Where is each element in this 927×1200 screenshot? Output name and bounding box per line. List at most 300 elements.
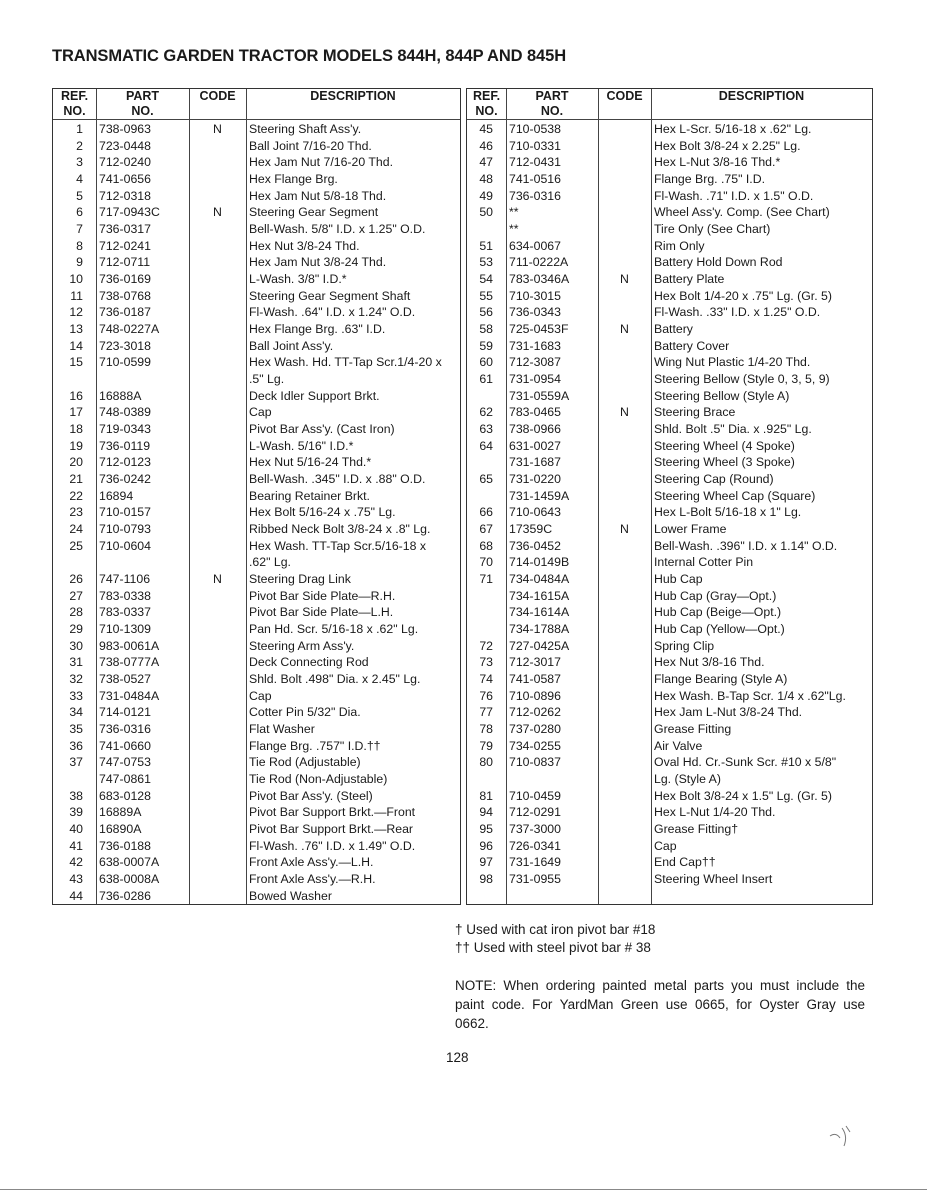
- description: Hex Nut 3/8-16 Thd.: [654, 655, 765, 670]
- ref-number: 35: [69, 722, 83, 737]
- table-row: [467, 521, 872, 538]
- parts-table-left: [52, 88, 461, 905]
- parts-table-right: [466, 88, 873, 905]
- description: Rim Only: [654, 238, 705, 253]
- part-number: 731-0955: [509, 872, 561, 887]
- description: Air Valve: [654, 738, 703, 753]
- description: Ball Joint 7/16-20 Thd.: [249, 138, 372, 153]
- ref-number: 55: [479, 288, 493, 303]
- description: Hex Jam Nut 3/8-24 Thd.: [249, 255, 387, 270]
- ref-number: 12: [69, 305, 83, 320]
- description: Oval Hd. Cr.-Sunk Scr. #10 x 5/8": [654, 755, 837, 770]
- description: Hex L-Bolt 5/16-18 x 1" Lg.: [654, 505, 802, 520]
- ref-number: 26: [69, 572, 83, 587]
- part-number: 738-0777A: [99, 655, 160, 670]
- part-number: 717-0943C: [99, 205, 160, 220]
- description: Bearing Retainer Brkt.: [249, 488, 370, 503]
- table-row: [53, 388, 460, 405]
- part-number: 734-1788A: [509, 622, 570, 637]
- description: Fl-Wash. .71" I.D. x 1.5" O.D.: [654, 188, 814, 203]
- ref-number: 76: [479, 688, 493, 703]
- description: Steering Brace: [654, 405, 736, 420]
- ref-number: 24: [69, 522, 83, 537]
- description: Battery Cover: [654, 338, 730, 353]
- part-number: 736-0316: [509, 188, 561, 203]
- part-number: 710-0331: [509, 138, 561, 153]
- handwritten-mark-icon: [826, 1122, 856, 1152]
- part-number: 710-1309: [99, 622, 151, 637]
- table-row: [467, 188, 872, 205]
- part-number: 736-0188: [99, 838, 151, 853]
- description: Hex Bolt 3/8-24 x 1.5" Lg. (Gr. 5): [654, 788, 832, 803]
- code: N: [620, 272, 629, 287]
- part-number: 726-0341: [509, 838, 561, 853]
- ref-number: 97: [479, 855, 493, 870]
- ref-number: 37: [69, 755, 83, 770]
- ref-number: 39: [69, 805, 83, 820]
- part-number: 712-3017: [509, 655, 561, 670]
- part-number: 741-0587: [509, 672, 561, 687]
- table-row: [53, 621, 460, 638]
- ref-number: 3: [76, 155, 83, 170]
- ref-number: 16: [69, 388, 83, 403]
- table-row: [467, 454, 872, 471]
- ref-header-line: NO.: [475, 104, 498, 118]
- part-number: 725-0453F: [509, 322, 569, 337]
- part-number: 737-0280: [509, 722, 561, 737]
- part-number: 731-1649: [509, 855, 561, 870]
- description: Shld. Bolt .5" Dia. x .925" Lg.: [654, 422, 812, 437]
- table-row: [467, 721, 872, 738]
- part-number: 631-0027: [509, 438, 561, 453]
- table-row-continuation: [53, 371, 460, 388]
- ref-number: 68: [479, 538, 493, 553]
- part-number: 738-0527: [99, 672, 151, 687]
- ref-number: 56: [479, 305, 493, 320]
- table-row: [467, 638, 872, 655]
- ref-number: 17: [69, 405, 83, 420]
- code: N: [620, 405, 629, 420]
- part-number: 737-3000: [509, 822, 561, 837]
- description: Steering Gear Segment Shaft: [249, 288, 411, 303]
- ref-number: 4: [76, 172, 83, 186]
- description: Cotter Pin 5/32" Dia.: [249, 705, 361, 720]
- ref-number: 40: [69, 822, 83, 837]
- description-header-line: DESCRIPTION: [310, 89, 396, 103]
- description: Flange Bearing (Style A): [654, 672, 788, 687]
- part-number: 731-0954: [509, 372, 561, 387]
- description: Deck Idler Support Brkt.: [249, 388, 380, 403]
- footnote-double-dagger: †† Used with steel pivot bar # 38: [455, 940, 651, 955]
- part-number: 710-0604: [99, 538, 151, 553]
- description-continuation: .62" Lg.: [249, 555, 291, 570]
- description: Bell-Wash. 5/8" I.D. x 1.25" O.D.: [249, 222, 426, 237]
- description: Steering Drag Link: [249, 572, 351, 587]
- part-number: 638-0008A: [99, 872, 160, 887]
- description: Flange Brg. .75" I.D.: [654, 172, 765, 186]
- description: Steering Cap (Round): [654, 472, 774, 487]
- table-row: [467, 271, 872, 288]
- table-row: [467, 738, 872, 755]
- ref-number: 74: [479, 672, 493, 687]
- description: Front Axle Ass'y.—R.H.: [249, 872, 376, 887]
- table-row: [467, 504, 872, 521]
- ref-number: 73: [479, 655, 493, 670]
- description: Bell-Wash. .396" I.D. x 1.14" O.D.: [654, 538, 838, 553]
- description: Pivot Bar Ass'y. (Cast Iron): [249, 422, 395, 437]
- ref-number: 94: [479, 805, 493, 820]
- table-row: [53, 304, 460, 321]
- part-number: 16890A: [99, 822, 142, 837]
- description: Hex Wash. TT-Tap Scr.5/16-18 x: [249, 538, 427, 553]
- table-row: [467, 821, 872, 838]
- description: Wing Nut Plastic 1/4-20 Thd.: [654, 355, 811, 370]
- ref-number: 20: [69, 455, 83, 470]
- ref-number: 67: [479, 522, 493, 537]
- description: Ribbed Neck Bolt 3/8-24 x .8" Lg.: [249, 522, 431, 537]
- table-row: [467, 471, 872, 488]
- ref-number: 15: [69, 355, 83, 370]
- table-row: [53, 321, 460, 338]
- ref-number: 28: [69, 605, 83, 620]
- ref-number: 7: [76, 222, 83, 237]
- table-row: [467, 554, 872, 571]
- description: Hex Bolt 3/8-24 x 2.25" Lg.: [654, 138, 801, 153]
- table-row: [467, 488, 872, 505]
- table-row: [53, 654, 460, 671]
- description: Hex Jam Nut 7/16-20 Thd.: [249, 155, 393, 170]
- description: Hex Bolt 5/16-24 x .75" Lg.: [249, 505, 396, 520]
- ref-header-line: NO.: [63, 104, 86, 118]
- description: Ball Joint Ass'y.: [249, 338, 334, 353]
- description: Hex L-Nut 3/8-16 Thd.*: [654, 155, 781, 170]
- description: Hex Flange Brg. .63" I.D.: [249, 322, 386, 337]
- table-row: [53, 471, 460, 488]
- part-number: 17359C: [509, 522, 553, 537]
- description-continuation: Lg. (Style A): [654, 772, 721, 787]
- table-row: [467, 604, 872, 621]
- description: Steering Wheel (3 Spoke): [654, 455, 795, 470]
- part-number: 741-0656: [99, 172, 151, 186]
- part-number: 736-0343: [509, 305, 561, 320]
- part-number: 736-0119: [99, 438, 151, 453]
- ref-number: 72: [479, 638, 493, 653]
- part-number: 748-0389: [99, 405, 151, 420]
- ref-number: 47: [479, 155, 493, 170]
- table-row: [53, 738, 460, 755]
- table-row: [467, 288, 872, 305]
- table-row: [467, 154, 872, 171]
- description: Steering Bellow (Style 0, 3, 5, 9): [654, 372, 830, 387]
- description: Flange Brg. .757" I.D.††: [249, 738, 381, 753]
- ref-number: 36: [69, 738, 83, 753]
- ref-number: 59: [479, 338, 493, 353]
- description: Steering Bellow (Style A): [654, 388, 790, 403]
- table-row: [467, 138, 872, 155]
- ref-number: 98: [479, 872, 493, 887]
- part-number: 741-0660: [99, 738, 151, 753]
- part-number: 738-0963: [99, 122, 151, 136]
- part-number: 727-0425A: [509, 638, 570, 653]
- description: Tire Only (See Chart): [654, 222, 771, 237]
- ref-number: 41: [69, 838, 83, 853]
- description: Front Axle Ass'y.—L.H.: [249, 855, 374, 870]
- part-number: 711-0222A: [509, 255, 569, 270]
- ref-number: 27: [69, 588, 83, 603]
- description: Cap: [654, 838, 677, 853]
- description: Hex L-Nut 1/4-20 Thd.: [654, 805, 776, 820]
- table-row: [467, 354, 872, 371]
- part-number: **: [509, 205, 519, 220]
- table-row: [467, 438, 872, 455]
- part-number: 712-0711: [99, 255, 151, 270]
- part-number: 783-0337: [99, 605, 151, 620]
- part-number: 783-0346A: [509, 272, 570, 287]
- table-row: [53, 688, 460, 705]
- table-row: [467, 321, 872, 338]
- ref-number: 65: [479, 472, 493, 487]
- description: Steering Shaft Ass'y.: [249, 122, 362, 136]
- code-header-line: CODE: [199, 89, 236, 103]
- page-bottom-rule: [0, 1189, 927, 1190]
- part-number: 712-0431: [509, 155, 561, 170]
- description: Bowed Washer: [249, 888, 332, 903]
- table-row: [53, 871, 460, 888]
- description: Internal Cotter Pin: [654, 555, 754, 570]
- part-number: 712-0123: [99, 455, 151, 470]
- description: End Cap††: [654, 855, 716, 870]
- table-row: [53, 521, 460, 538]
- description: Grease Fitting†: [654, 822, 739, 837]
- code: N: [213, 205, 222, 220]
- table-row-continuation: [53, 554, 460, 571]
- ref-number: 48: [479, 172, 493, 186]
- table-row: [467, 838, 872, 855]
- description: Hex Jam L-Nut 3/8-24 Thd.: [654, 705, 803, 720]
- part-number: 710-0896: [509, 688, 561, 703]
- ref-number: 62: [479, 405, 493, 420]
- ref-number: 79: [479, 738, 493, 753]
- part-number: 736-0169: [99, 272, 151, 287]
- description: Fl-Wash. .76" I.D. x 1.49" O.D.: [249, 838, 416, 853]
- ref-number: 30: [69, 638, 83, 653]
- description: Steering Gear Segment: [249, 205, 379, 220]
- ref-number: 64: [479, 438, 493, 453]
- table-row: [467, 304, 872, 321]
- ref-number: 23: [69, 505, 83, 520]
- description: Pivot Bar Side Plate—R.H.: [249, 588, 396, 603]
- description: Pivot Bar Support Brkt.—Rear: [249, 822, 414, 837]
- ref-number: 32: [69, 672, 83, 687]
- ref-number: 61: [479, 372, 493, 387]
- table-row: [467, 588, 872, 605]
- table-row: [53, 588, 460, 605]
- part-number: 710-3015: [509, 288, 561, 303]
- table-row: [467, 121, 872, 138]
- ref-number: 63: [479, 422, 493, 437]
- table-row: [467, 854, 872, 871]
- page-title: TRANSMATIC GARDEN TRACTOR MODELS 844H, 844P AND 845H: [52, 47, 567, 65]
- ref-number: 66: [479, 505, 493, 520]
- description: Bell-Wash. .345" I.D. x .88" O.D.: [249, 472, 426, 487]
- code-header: [189, 89, 246, 104]
- table-row: [53, 271, 460, 288]
- part-number: 16889A: [99, 805, 142, 820]
- code-header: [598, 89, 651, 104]
- description-header: [246, 89, 460, 104]
- part-number: 747-1106: [99, 572, 151, 587]
- part-number: 731-1687: [509, 455, 561, 470]
- table-row: [53, 721, 460, 738]
- table-row: [53, 404, 460, 421]
- part-number: 710-0643: [509, 505, 561, 520]
- table-row: [53, 604, 460, 621]
- table-row: [53, 221, 460, 238]
- table-row: [467, 621, 872, 638]
- description: Lower Frame: [654, 522, 727, 537]
- description: Hex Flange Brg.: [249, 172, 338, 186]
- ref-number: 96: [479, 838, 493, 853]
- part-number: 741-0516: [509, 172, 561, 186]
- ref-number: 29: [69, 622, 83, 637]
- ref-number: 13: [69, 322, 83, 337]
- part-number: **: [509, 222, 519, 237]
- code: N: [213, 122, 222, 136]
- part-number: 731-1683: [509, 338, 561, 353]
- table-row: [53, 254, 460, 271]
- description: Flat Washer: [249, 722, 315, 737]
- part-number: 714-0149B: [509, 555, 570, 570]
- description: Steering Wheel Cap (Square): [654, 488, 816, 503]
- part-number: 734-1614A: [509, 605, 570, 620]
- table-row: [53, 571, 460, 588]
- table-row: [467, 788, 872, 805]
- description: Steering Arm Ass'y.: [249, 638, 355, 653]
- part-number: 731-1459A: [509, 488, 570, 503]
- table-row: [53, 888, 460, 905]
- table-row: [53, 354, 460, 371]
- part-number: 723-0448: [99, 138, 151, 153]
- table-row: [53, 121, 460, 138]
- ref-number: 34: [69, 705, 83, 720]
- part-number: 712-0241: [99, 238, 151, 253]
- table-row: [467, 654, 872, 671]
- ref-number: 58: [479, 322, 493, 337]
- part-number: 712-0240: [99, 155, 151, 170]
- description: Battery Hold Down Rod: [654, 255, 783, 270]
- description: Hex Nut 5/16-24 Thd.*: [249, 455, 372, 470]
- part-number: 710-0793: [99, 522, 151, 537]
- part-number: 734-1615A: [509, 588, 570, 603]
- description-header: [651, 89, 872, 104]
- ref-number: 44: [69, 888, 83, 903]
- table-row: [53, 804, 460, 821]
- table-row: [53, 821, 460, 838]
- table-row: [53, 704, 460, 721]
- ref-number: 9: [76, 255, 83, 270]
- description: Shld. Bolt .498" Dia. x 2.45" Lg.: [249, 672, 421, 687]
- page-number: 128: [446, 1050, 469, 1065]
- part-number: 983-0061A: [99, 638, 160, 653]
- ref-number: 70: [479, 555, 493, 570]
- part-header-line: PART: [535, 89, 569, 103]
- description: Tie Rod (Adjustable): [249, 755, 361, 770]
- description: Cap: [249, 405, 272, 420]
- part-number: 714-0121: [99, 705, 151, 720]
- table-row: [53, 504, 460, 521]
- ref-number: 45: [479, 122, 493, 136]
- part-number: 731-0559A: [509, 388, 570, 403]
- table-row: [53, 671, 460, 688]
- ref-number: 46: [479, 138, 493, 153]
- part-number: 734-0484A: [509, 572, 570, 587]
- part-number: 710-0157: [99, 505, 151, 520]
- part-number: 738-0768: [99, 288, 151, 303]
- ref-number: 8: [76, 238, 83, 253]
- ref-number: 14: [69, 338, 83, 353]
- description: Hex Wash. B-Tap Scr. 1/4 x .62"Lg.: [654, 688, 846, 703]
- part-number: 710-0459: [509, 788, 561, 803]
- table-row: [53, 238, 460, 255]
- table-row: [53, 288, 460, 305]
- part-number: 736-0452: [509, 538, 561, 553]
- part-number: 683-0128: [99, 788, 151, 803]
- description-continuation: .5" Lg.: [249, 372, 285, 387]
- description: Steering Wheel Insert: [654, 872, 773, 887]
- table-row: [467, 254, 872, 271]
- ref-number: 38: [69, 788, 83, 803]
- table-row: [53, 454, 460, 471]
- table-row: [53, 754, 460, 771]
- ref-number: 42: [69, 855, 83, 870]
- ref-number: 22: [69, 488, 83, 503]
- table-row: [53, 788, 460, 805]
- ref-number: 2: [76, 138, 83, 153]
- part-number: 783-0465: [509, 405, 561, 420]
- description: Battery Plate: [654, 272, 725, 287]
- description: Hub Cap: [654, 572, 703, 587]
- table-row: [53, 538, 460, 555]
- description: Hex Bolt 1/4-20 x .75" Lg. (Gr. 5): [654, 288, 832, 303]
- part-number: 736-0242: [99, 472, 151, 487]
- description: L-Wash. 3/8" I.D.*: [249, 272, 347, 287]
- description: Steering Wheel (4 Spoke): [654, 438, 795, 453]
- description: Cap: [249, 688, 272, 703]
- table-row: [467, 754, 872, 771]
- description: Hub Cap (Gray—Opt.): [654, 588, 777, 603]
- description: Fl-Wash. .64" I.D. x 1.24" O.D.: [249, 305, 416, 320]
- table-row: [467, 371, 872, 388]
- description: Hex Wash. Hd. TT-Tap Scr.1/4-20 x: [249, 355, 442, 370]
- description: Pivot Bar Side Plate—L.H.: [249, 605, 394, 620]
- table-row: [467, 704, 872, 721]
- part-number: 783-0338: [99, 588, 151, 603]
- table-row: [53, 638, 460, 655]
- table-row: [467, 338, 872, 355]
- description: Tie Rod (Non-Adjustable): [249, 772, 388, 787]
- ref-number: 53: [479, 255, 493, 270]
- table-row: [467, 204, 872, 221]
- ref-number: 19: [69, 438, 83, 453]
- ref-header-line: REF.: [60, 89, 89, 103]
- paint-code-note: NOTE: When ordering painted metal parts you must include the paint code. For YardMan Green use 0665, for Oyster Gray use 0662.: [455, 978, 865, 1031]
- ref-number: 60: [479, 355, 493, 370]
- ref-number: 50: [479, 205, 493, 220]
- part-number: 736-0317: [99, 222, 151, 237]
- part-number: 16894: [99, 488, 134, 503]
- description: Pan Hd. Scr. 5/16-18 x .62" Lg.: [249, 622, 419, 637]
- part-number: 712-0262: [509, 705, 561, 720]
